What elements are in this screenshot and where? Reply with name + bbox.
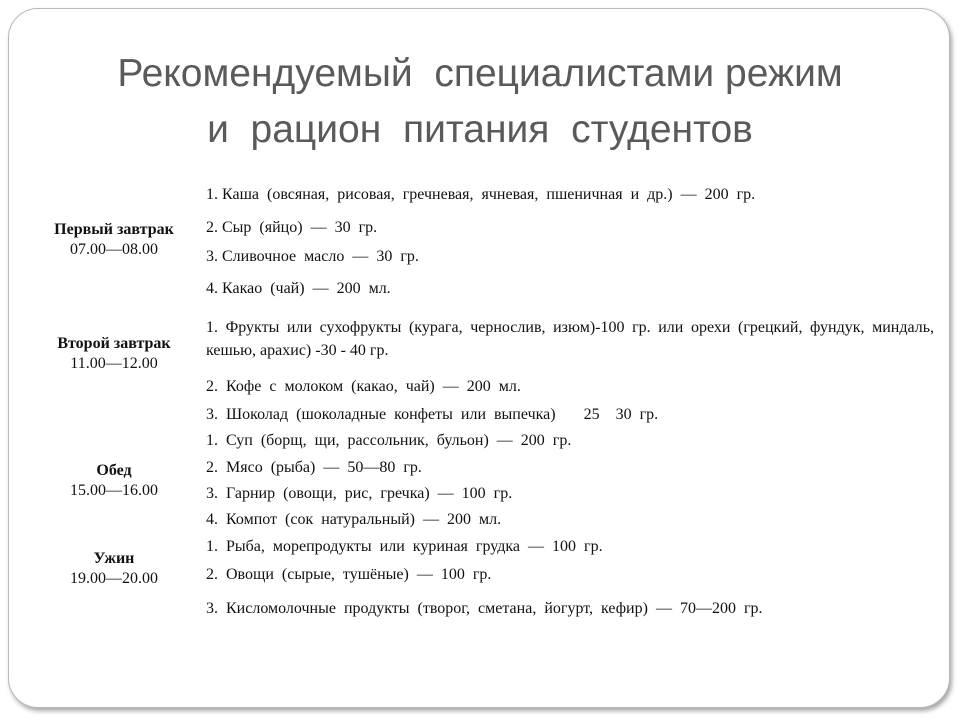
meal-label-dinner xyxy=(22,549,206,589)
menu-item: 1. Рыба, морепродукты или куриная грудка — 100 гр. xyxy=(206,538,603,555)
meal-time: 11.00—12.00 xyxy=(70,355,158,372)
meal-name: Первый завтрак xyxy=(54,221,174,238)
title-line-2: и рацион питания студентов xyxy=(207,108,753,151)
menu-item: 3. Гарнир (овощи, рис, гречка) — 100 гр. xyxy=(206,485,513,502)
meal-label-second-breakfast xyxy=(22,334,206,374)
menu-item: 4. Какао (чай) — 200 мл. xyxy=(206,280,391,297)
title-line-1: Рекомендуемый специалистами режим xyxy=(117,52,843,95)
meal-label-first-breakfast xyxy=(22,220,206,260)
meal-name: Ужин xyxy=(93,550,135,567)
meal-time: 19.00—20.00 xyxy=(70,570,158,587)
meal-name: Обед xyxy=(96,462,132,479)
menu-item: 3. Кисломолочные продукты (творог, сметана, йогурт, кефир) — 70—200 гр. xyxy=(206,600,763,617)
meal-time: 07.00—08.00 xyxy=(70,241,158,258)
menu-item: 3. Шоколад (шоколадные конфеты или выпечка) 25 30 гр. xyxy=(206,406,659,423)
meal-label-lunch xyxy=(22,461,206,501)
slide-title xyxy=(40,46,920,158)
menu-item: 2. Овощи (сырые, тушёные) — 100 гр. xyxy=(206,566,492,583)
menu-item: 4. Компот (сок натуральный) — 200 мл. xyxy=(206,511,502,528)
menu-item: 3. Сливочное масло — 30 гр. xyxy=(206,248,419,265)
meal-time: 15.00—16.00 xyxy=(70,482,158,499)
menu-item: 1. Фрукты или сухофрукты (курага, чернослив, изюм)-100 гр. или орехи (грецкий, фундук, миндаль, кешью, арахис) -30 - 40 гр. xyxy=(206,319,934,359)
menu-item: 2. Кофе с молоком (какао, чай) — 200 мл. xyxy=(206,378,521,395)
menu-item: 1. Каша (овсяная, рисовая, гречневая, ячневая, пшеничная и др.) — 200 гр. xyxy=(206,186,756,203)
menu-item: 1. Суп (борщ, щи, рассольник, бульон) — 200 гр. xyxy=(206,432,572,449)
meal-name: Второй завтрак xyxy=(57,335,171,352)
menu-item: 2. Сыр (яйцо) — 30 гр. xyxy=(206,219,378,236)
menu-item: 2. Мясо (рыба) — 50—80 гр. xyxy=(206,459,422,476)
